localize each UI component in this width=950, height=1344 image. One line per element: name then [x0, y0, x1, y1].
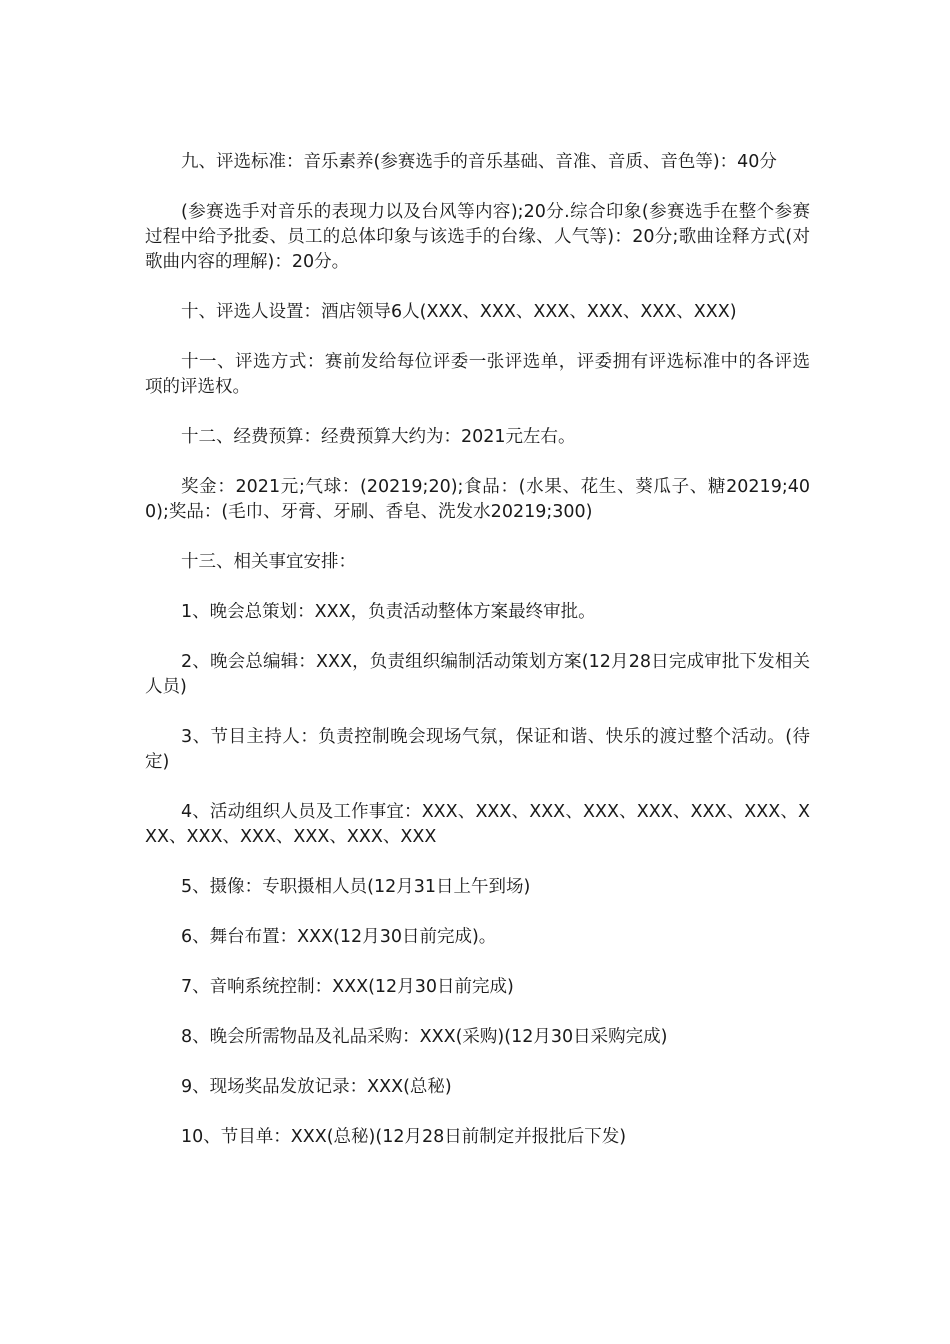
criteria-continued: (参赛选手对音乐的表现力以及台风等内容);20分.综合印象(参赛选手在整个参赛过程中给予批委、员工的总体印象与该选手的台缘、人气等)：20分;歌曲诠释方式(对歌曲内容的理解)：20分。 [145, 202, 810, 272]
arrangement-item-6: 6、舞台布置：XXX(12月30日前完成)。 [181, 927, 497, 947]
arrangement-item-9: 9、现场奖品发放记录：XXX(总秘) [181, 1077, 452, 1097]
document-page [145, 150, 810, 1175]
arrangement-item-2: 2、晚会总编辑：XXX，负责组织编制活动策划方案(12月28日完成审批下发相关人员) [145, 652, 810, 697]
arrangement-item-5: 5、摄像：专职摄相人员(12月31日上午到场) [181, 877, 531, 897]
arrangement-item-4: 4、活动组织人员及工作事宜：XXX、XXX、XXX、XXX、XXX、XXX、XXX、XXX、XXX、XXX、XXX、XXX、XXX [145, 802, 810, 847]
section-13-arrangements: 十三、相关事宜安排： [181, 552, 356, 572]
arrangement-item-10: 10、节目单：XXX(总秘)(12月28日前制定并报批后下发) [181, 1127, 627, 1147]
arrangement-item-8: 8、晚会所需物品及礼品采购：XXX(采购)(12月30日采购完成) [181, 1027, 668, 1047]
arrangement-item-3: 3、节目主持人：负责控制晚会现场气氛，保证和谐、快乐的渡过整个活动。(待定) [145, 727, 810, 772]
arrangement-item-7: 7、音响系统控制：XXX(12月30日前完成) [181, 977, 514, 997]
section-10-judges: 十、评选人设置：酒店领导6人(XXX、XXX、XXX、XXX、XXX、XXX) [181, 302, 737, 322]
section-12-budget: 十二、经费预算：经费预算大约为：2021元左右。 [181, 427, 576, 447]
section-9-criteria: 九、评选标准：音乐素养(参赛选手的音乐基础、音准、音质、音色等)：40分 [181, 152, 777, 172]
budget-items: 奖金：2021元;气球：(20219;20);食品：(水果、花生、葵瓜子、糖20219;400);奖品：(毛巾、牙膏、牙刷、香皂、洗发水20219;300) [145, 477, 810, 522]
section-11-method: 十一、评选方式：赛前发给每位评委一张评选单，评委拥有评选标准中的各评选项的评选权。 [145, 352, 810, 397]
arrangement-item-1: 1、晚会总策划：XXX，负责活动整体方案最终审批。 [181, 602, 596, 622]
